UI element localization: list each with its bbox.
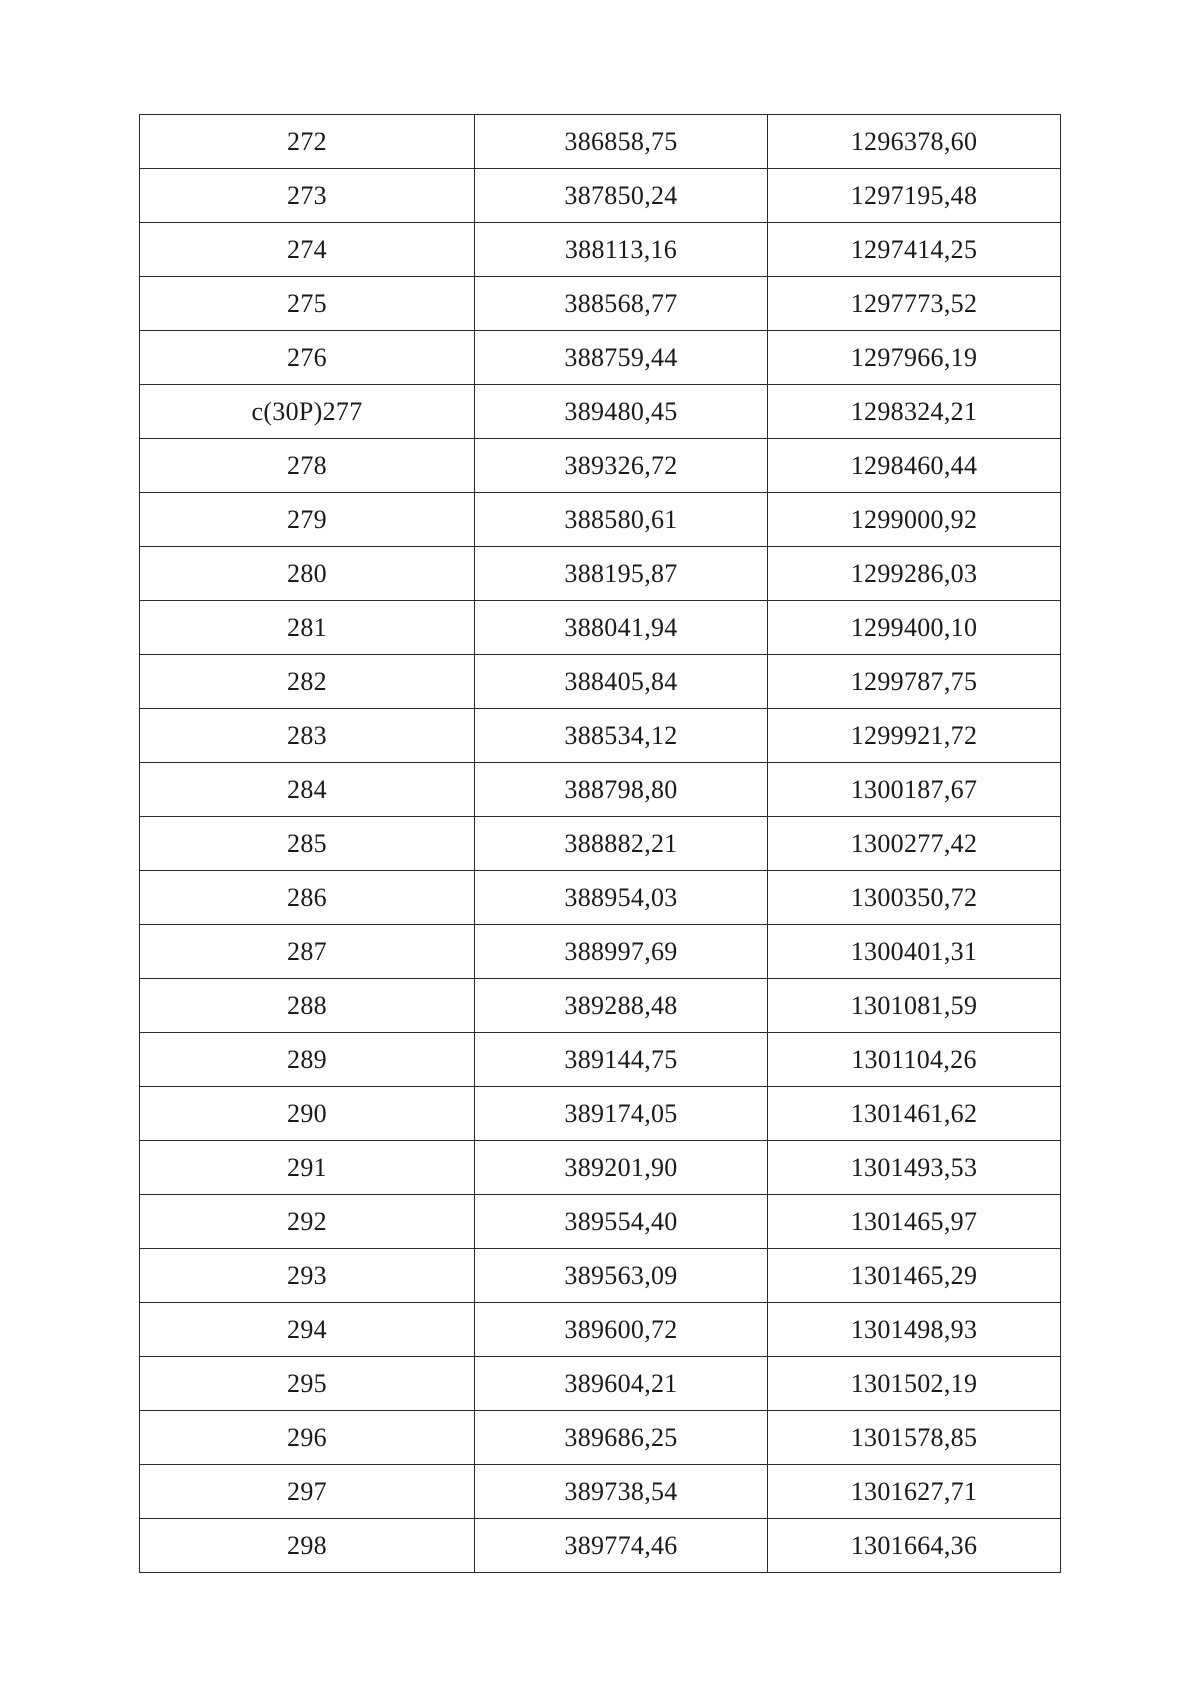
point-number-cell: 281 bbox=[140, 601, 475, 655]
coordinates-table bbox=[139, 114, 1061, 1573]
x-coordinate-cell: 389326,72 bbox=[475, 439, 768, 493]
table-row bbox=[140, 1249, 1061, 1303]
table-row bbox=[140, 817, 1061, 871]
point-number-cell: 293 bbox=[140, 1249, 475, 1303]
table-row bbox=[140, 763, 1061, 817]
table-row bbox=[140, 925, 1061, 979]
point-number-cell: 282 bbox=[140, 655, 475, 709]
point-number-cell: 289 bbox=[140, 1033, 475, 1087]
point-number-cell: 296 bbox=[140, 1411, 475, 1465]
x-coordinate-cell: 388195,87 bbox=[475, 547, 768, 601]
x-coordinate-cell: 389288,48 bbox=[475, 979, 768, 1033]
x-coordinate-cell: 388568,77 bbox=[475, 277, 768, 331]
point-number-cell: 285 bbox=[140, 817, 475, 871]
x-coordinate-cell: 389738,54 bbox=[475, 1465, 768, 1519]
coordinates-table-body bbox=[140, 115, 1061, 1573]
point-number-cell: 297 bbox=[140, 1465, 475, 1519]
table-row bbox=[140, 223, 1061, 277]
y-coordinate-cell: 1300350,72 bbox=[768, 871, 1061, 925]
x-coordinate-cell: 389174,05 bbox=[475, 1087, 768, 1141]
point-number-cell: 278 bbox=[140, 439, 475, 493]
point-number-cell: 275 bbox=[140, 277, 475, 331]
x-coordinate-cell: 389600,72 bbox=[475, 1303, 768, 1357]
x-coordinate-cell: 386858,75 bbox=[475, 115, 768, 169]
table-row bbox=[140, 1033, 1061, 1087]
y-coordinate-cell: 1301578,85 bbox=[768, 1411, 1061, 1465]
y-coordinate-cell: 1296378,60 bbox=[768, 115, 1061, 169]
y-coordinate-cell: 1300277,42 bbox=[768, 817, 1061, 871]
y-coordinate-cell: 1297966,19 bbox=[768, 331, 1061, 385]
table-row bbox=[140, 1303, 1061, 1357]
table-row bbox=[140, 331, 1061, 385]
y-coordinate-cell: 1301627,71 bbox=[768, 1465, 1061, 1519]
y-coordinate-cell: 1301461,62 bbox=[768, 1087, 1061, 1141]
x-coordinate-cell: 388798,80 bbox=[475, 763, 768, 817]
x-coordinate-cell: 389686,25 bbox=[475, 1411, 768, 1465]
table-row bbox=[140, 601, 1061, 655]
point-number-cell: 284 bbox=[140, 763, 475, 817]
y-coordinate-cell: 1299286,03 bbox=[768, 547, 1061, 601]
y-coordinate-cell: 1297414,25 bbox=[768, 223, 1061, 277]
table-row bbox=[140, 709, 1061, 763]
y-coordinate-cell: 1301664,36 bbox=[768, 1519, 1061, 1573]
table-row bbox=[140, 871, 1061, 925]
table-row bbox=[140, 1465, 1061, 1519]
point-number-cell: 273 bbox=[140, 169, 475, 223]
point-number-cell: 286 bbox=[140, 871, 475, 925]
y-coordinate-cell: 1300401,31 bbox=[768, 925, 1061, 979]
point-number-cell: 280 bbox=[140, 547, 475, 601]
x-coordinate-cell: 389144,75 bbox=[475, 1033, 768, 1087]
x-coordinate-cell: 388041,94 bbox=[475, 601, 768, 655]
x-coordinate-cell: 389563,09 bbox=[475, 1249, 768, 1303]
x-coordinate-cell: 389480,45 bbox=[475, 385, 768, 439]
y-coordinate-cell: 1301498,93 bbox=[768, 1303, 1061, 1357]
table-row bbox=[140, 169, 1061, 223]
point-number-cell: 290 bbox=[140, 1087, 475, 1141]
y-coordinate-cell: 1299000,92 bbox=[768, 493, 1061, 547]
x-coordinate-cell: 387850,24 bbox=[475, 169, 768, 223]
y-coordinate-cell: 1299400,10 bbox=[768, 601, 1061, 655]
y-coordinate-cell: 1299921,72 bbox=[768, 709, 1061, 763]
x-coordinate-cell: 388997,69 bbox=[475, 925, 768, 979]
table-row bbox=[140, 1141, 1061, 1195]
table-row bbox=[140, 439, 1061, 493]
y-coordinate-cell: 1301465,97 bbox=[768, 1195, 1061, 1249]
y-coordinate-cell: 1297195,48 bbox=[768, 169, 1061, 223]
x-coordinate-cell: 388954,03 bbox=[475, 871, 768, 925]
y-coordinate-cell: 1297773,52 bbox=[768, 277, 1061, 331]
x-coordinate-cell: 388882,21 bbox=[475, 817, 768, 871]
y-coordinate-cell: 1301465,29 bbox=[768, 1249, 1061, 1303]
point-number-cell: 272 bbox=[140, 115, 475, 169]
y-coordinate-cell: 1298460,44 bbox=[768, 439, 1061, 493]
point-number-cell: 287 bbox=[140, 925, 475, 979]
table-row bbox=[140, 1357, 1061, 1411]
point-number-cell: 274 bbox=[140, 223, 475, 277]
x-coordinate-cell: 388580,61 bbox=[475, 493, 768, 547]
y-coordinate-cell: 1301502,19 bbox=[768, 1357, 1061, 1411]
point-number-cell: 291 bbox=[140, 1141, 475, 1195]
table-row bbox=[140, 277, 1061, 331]
y-coordinate-cell: 1300187,67 bbox=[768, 763, 1061, 817]
y-coordinate-cell: 1299787,75 bbox=[768, 655, 1061, 709]
table-row bbox=[140, 1087, 1061, 1141]
y-coordinate-cell: 1301081,59 bbox=[768, 979, 1061, 1033]
point-number-cell: 276 bbox=[140, 331, 475, 385]
x-coordinate-cell: 388113,16 bbox=[475, 223, 768, 277]
y-coordinate-cell: 1301104,26 bbox=[768, 1033, 1061, 1087]
x-coordinate-cell: 388759,44 bbox=[475, 331, 768, 385]
table-row bbox=[140, 1195, 1061, 1249]
point-number-cell: 295 bbox=[140, 1357, 475, 1411]
x-coordinate-cell: 389774,46 bbox=[475, 1519, 768, 1573]
x-coordinate-cell: 388534,12 bbox=[475, 709, 768, 763]
point-number-cell: 288 bbox=[140, 979, 475, 1033]
table-row bbox=[140, 655, 1061, 709]
table-row bbox=[140, 493, 1061, 547]
table-row bbox=[140, 385, 1061, 439]
table-row bbox=[140, 1411, 1061, 1465]
x-coordinate-cell: 389201,90 bbox=[475, 1141, 768, 1195]
table-row bbox=[140, 1519, 1061, 1573]
point-number-cell: с(30Р)277 bbox=[140, 385, 475, 439]
y-coordinate-cell: 1301493,53 bbox=[768, 1141, 1061, 1195]
x-coordinate-cell: 389554,40 bbox=[475, 1195, 768, 1249]
y-coordinate-cell: 1298324,21 bbox=[768, 385, 1061, 439]
point-number-cell: 292 bbox=[140, 1195, 475, 1249]
point-number-cell: 279 bbox=[140, 493, 475, 547]
x-coordinate-cell: 388405,84 bbox=[475, 655, 768, 709]
point-number-cell: 283 bbox=[140, 709, 475, 763]
point-number-cell: 294 bbox=[140, 1303, 475, 1357]
table-row bbox=[140, 547, 1061, 601]
table-row bbox=[140, 115, 1061, 169]
table-row bbox=[140, 979, 1061, 1033]
x-coordinate-cell: 389604,21 bbox=[475, 1357, 768, 1411]
point-number-cell: 298 bbox=[140, 1519, 475, 1573]
